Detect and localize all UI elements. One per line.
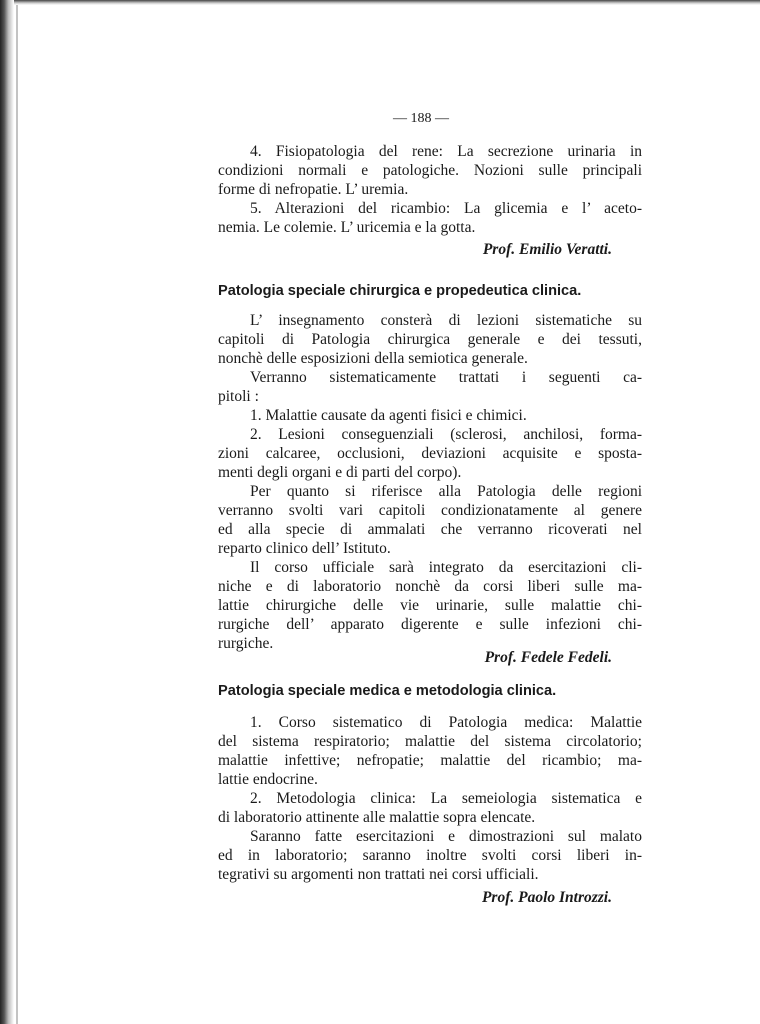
- signature-fedeli: Prof. Fedele Fedeli.: [484, 649, 612, 666]
- text-line: rurgiche dell’ apparato digerente e sulle infezioni chi-: [218, 616, 642, 633]
- text-line: 1. Corso sistematico di Patologia medica: Malattie: [250, 714, 642, 731]
- text-line: lattie endocrine.: [218, 771, 318, 788]
- section3-body: [218, 713, 642, 884]
- text-line: L’ insegnamento consterà di lezioni sistematiche su: [250, 312, 642, 329]
- text-line: niche e di laboratorio nonchè da corsi liberi sulle ma-: [218, 578, 642, 595]
- text-line: ed in laboratorio; saranno inoltre svolti corsi liberi in-: [218, 847, 642, 864]
- text-line: reparto clinico dell’ Istituto.: [218, 540, 391, 557]
- scan-border-top: [14, 0, 760, 5]
- text-line: malattie infettive; nefropatie; malattie del ricambio; ma-: [218, 752, 642, 769]
- signature-introzzi: Prof. Paolo Introzzi.: [481, 889, 612, 906]
- text-line: di laboratorio attinente alle malattie sopra elencate.: [218, 809, 536, 826]
- text-line: ed alla specie di ammalati che verranno ricoverati nel: [218, 521, 642, 538]
- text-line: Saranno fatte esercitazioni e dimostrazioni sul malato: [250, 828, 642, 845]
- heading-patologia-medica: Patologia speciale medica e metodologia clinica.: [218, 683, 557, 699]
- text-line: tegrativi su argomenti non trattati nei corsi ufficiali.: [218, 866, 539, 883]
- page-number: — 188 —: [393, 111, 449, 126]
- scan-border-line: [16, 0, 18, 1024]
- text-line: forme di nefropatie. L’ uremia.: [218, 181, 409, 198]
- text-line: Verranno sistematicamente trattati i seguenti ca-: [250, 369, 642, 386]
- text-line: Per quanto si riferisce alla Patologia delle regioni: [250, 483, 642, 500]
- text-line: 2. Lesioni conseguenziali (sclerosi, anchilosi, forma-: [250, 426, 642, 443]
- text-line: pitoli :: [218, 388, 259, 405]
- section2-body: [218, 311, 642, 653]
- text-line: 4. Fisiopatologia del rene: La secrezione urinaria in: [250, 143, 642, 160]
- text-line: rurgiche.: [218, 635, 274, 652]
- scan-border-left: [0, 0, 14, 1024]
- text-line: nonchè delle esposizioni della semiotica generale.: [218, 350, 528, 367]
- text-line: lattie chirurgiche delle vie urinarie, sulle malattie chi-: [218, 597, 642, 614]
- text-line: Il corso ufficiale sarà integrato da esercitazioni cli-: [250, 559, 642, 576]
- text-line: zioni calcaree, occlusioni, deviazioni acquisite e sposta-: [218, 445, 642, 462]
- text-line: 1. Malattie causate da agenti fisici e chimici.: [250, 407, 527, 424]
- text-line: condizioni normali e patologiche. Nozioni sulle principali: [218, 162, 642, 179]
- text-line: capitoli di Patologia chirurgica generale e dei tessuti,: [218, 331, 642, 348]
- text-line: 2. Metodologia clinica: La semeiologia sistematica e: [250, 790, 642, 807]
- text-line: 5. Alterazioni del ricambio: La glicemia e l’ aceto-: [250, 200, 642, 217]
- section1-body: [218, 142, 642, 237]
- signature-veratti: Prof. Emilio Veratti.: [482, 241, 612, 258]
- text-line: menti degli organi e di parti del corpo).: [218, 464, 462, 481]
- heading-patologia-chirurgica: Patologia speciale chirurgica e propedeutica clinica.: [218, 283, 582, 299]
- text-line: nemia. Le colemie. L’ uricemia e la gotta.: [218, 219, 476, 236]
- text-line: verranno svolti vari capitoli condizionatamente al genere: [218, 502, 642, 519]
- text-line: del sistema respiratorio; malattie del sistema circolatorio;: [218, 733, 642, 750]
